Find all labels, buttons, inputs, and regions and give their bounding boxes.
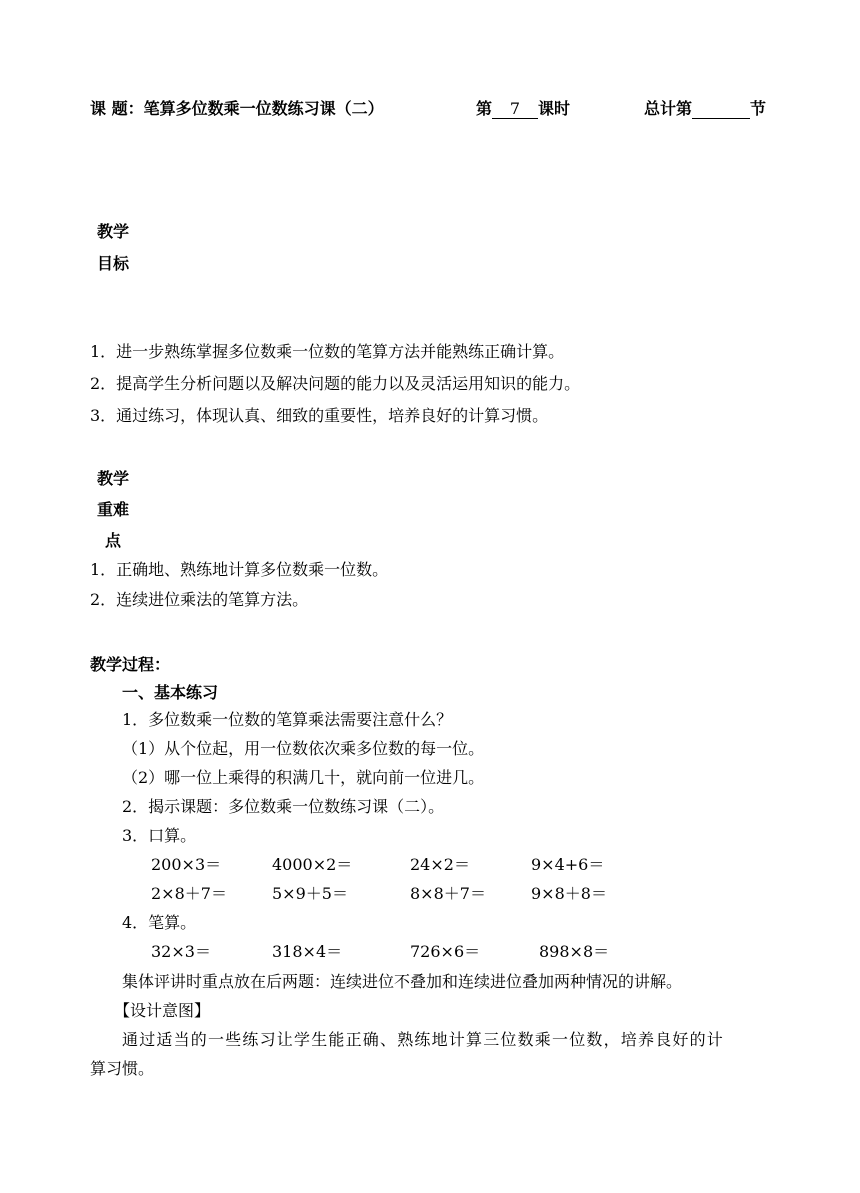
lesson-prefix: 第 bbox=[476, 99, 493, 118]
oral-item: 9×8＋8＝ bbox=[531, 884, 607, 903]
oral-item: 2×8＋7＝ bbox=[151, 884, 227, 903]
oral-item: 200×3＝ bbox=[151, 855, 222, 874]
oral-item: 9×4+6＝ bbox=[531, 855, 605, 874]
review-note: 集体评讲时重点放在后两题：连续进位不叠加和连续进位叠加两种情况的讲解。 bbox=[122, 972, 683, 991]
section-basic-practice: 一、基本练习 bbox=[122, 683, 219, 702]
topic-title: 笔算多位数乘一位数练习课（二） bbox=[143, 99, 384, 118]
goals-label-1: 教学 bbox=[97, 222, 130, 241]
question-4: 4．笔算。 bbox=[122, 913, 197, 932]
design-intent-line-2: 算习惯。 bbox=[90, 1059, 155, 1078]
goal-item: 3．通过练习，体现认真、细致的重要性，培养良好的计算习惯。 bbox=[90, 406, 549, 425]
header-total bbox=[644, 96, 766, 119]
goal-item: 2．提高学生分析问题以及解决问题的能力以及灵活运用知识的能力。 bbox=[90, 374, 581, 393]
question-1b: （2）哪一位上乘得的积满几十，就向前一位进几。 bbox=[122, 768, 485, 787]
written-item: 32×3＝ bbox=[151, 942, 211, 961]
header-topic bbox=[90, 96, 384, 119]
keypoint-item: 2．连续进位乘法的笔算方法。 bbox=[90, 590, 309, 609]
question-1: 1．多位数乘一位数的笔算乘法需要注意什么？ bbox=[122, 710, 453, 729]
keypoints-label-2: 重难 bbox=[97, 500, 130, 519]
question-3: 3．口算。 bbox=[122, 826, 197, 845]
header-lesson bbox=[476, 96, 570, 119]
process-title: 教学过程： bbox=[90, 655, 171, 674]
oral-item: 5×9＋5＝ bbox=[272, 884, 348, 903]
total-number bbox=[692, 100, 750, 119]
total-prefix: 总计第 bbox=[644, 99, 693, 118]
oral-item: 8×8＋7＝ bbox=[410, 884, 486, 903]
written-item: 318×4＝ bbox=[272, 942, 343, 961]
question-2: 2．揭示课题：多位数乘一位数练习课（二）。 bbox=[122, 797, 445, 816]
design-intent-line-1: 通过适当的一些练习让学生能正确、熟练地计算三位数乘一位数，培养良好的计 bbox=[122, 1030, 725, 1049]
lesson-suffix: 课时 bbox=[538, 99, 571, 118]
lesson-number: 7 bbox=[492, 100, 538, 119]
keypoints-label-3: 点 bbox=[105, 531, 122, 550]
keypoint-item: 1．正确地、熟练地计算多位数乘一位数。 bbox=[90, 560, 389, 579]
goal-item: 1．进一步熟练掌握多位数乘一位数的笔算方法并能熟练正确计算。 bbox=[90, 342, 565, 361]
topic-label: 课 题： bbox=[90, 99, 144, 118]
written-item: 898×8＝ bbox=[539, 942, 610, 961]
total-suffix: 节 bbox=[750, 99, 767, 118]
oral-item: 4000×2＝ bbox=[272, 855, 353, 874]
written-item: 726×6＝ bbox=[410, 942, 481, 961]
question-1a: （1）从个位起，用一位数依次乘多位数的每一位。 bbox=[122, 739, 485, 758]
goals-label-2: 目标 bbox=[97, 254, 130, 273]
keypoints-label-1: 教学 bbox=[97, 469, 130, 488]
oral-item: 24×2＝ bbox=[410, 855, 470, 874]
design-intent-title: 【设计意图】 bbox=[114, 1001, 211, 1020]
